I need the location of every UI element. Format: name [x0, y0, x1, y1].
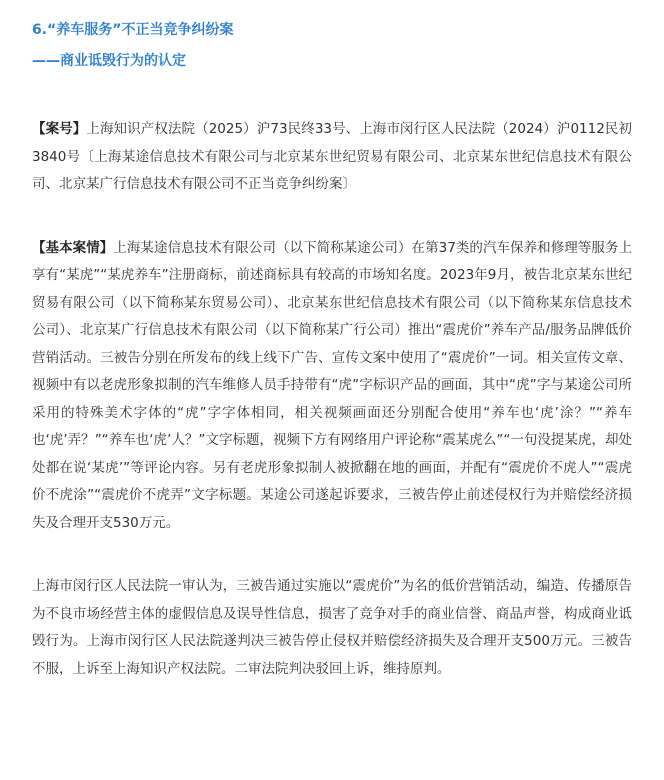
case-number-text: 上海知识产权法院（2025）沪73民终33号、上海市闵行区人民法院（2024）沪0112民初3840号〔上海某途信息技术有限公司与北京某东世纪贸易有限公司、北京某东世纪信息技术有限公司、北京某广行信息技术有限公司不正当竞争纠纷案〕	[32, 121, 632, 192]
case-heading: 6.“养车服务”不正当竞争纠纷案	[32, 22, 234, 38]
case-number-paragraph	[32, 116, 632, 199]
article	[32, 20, 632, 683]
case-number-label: 【案号】	[32, 121, 87, 137]
basic-facts-paragraph	[32, 235, 632, 538]
case-subheading: ——商业诋毁行为的认定	[32, 53, 186, 69]
ruling-paragraph: 上海市闵行区人民法院一审认为，三被告通过实施以“震虎价”为名的低价营销活动，编造、传播原告为不良市场经营主体的虚假信息及误导性信息，损害了竞争对手的商业信誉、商品声誉，构成商业诋毁行为。上海市闵行区人民法院遂判决三被告停止侵权并赔偿经济损失及合理开支500万元。三被告不服，上诉至上海知识产权法院。二审法院判决驳回上诉，维持原判。	[32, 578, 632, 677]
basic-facts-text: 上海某途信息技术有限公司（以下简称某途公司）在第37类的汽车保养和修理等服务上享有“某虎”“某虎养车”注册商标，前述商标具有较高的市场知名度。2023年9月，被告北京某东世纪贸易有限公司（以下简称某东贸易公司）、北京某东世纪信息技术有限公司（以下简称某东信息技术公司）、北京某广行信息技术有限公司（以下简称某广行公司）推出“震虎价”养车产品/服务品牌低价营销活动。三被告分别在所发布的线上线下广告、宣传文案中使用了“震虎价”一词。相关宣传文章、视频中有以老虎形象拟制的汽车维修人员手持带有“虎”字标识产品的画面，其中“虎”字与某途公司所采用的特殊美术字体的“虎”字字体相同，相关视频画面还分别配合使用“养车也‘虎’涂？”“养车也‘虎’弄？”“养车也‘虎’人？”文字标题，视频下方有网络用户评论称“震某虎么”“一句没提某虎，却处处都在说‘某虎’”等评论内容。另有老虎形象拟制人被掀翻在地的画面，并配有“震虎价不虎人”“震虎价不虎涂”“震虎价不虎弄”文字标题。某途公司遂起诉要求，三被告停止前述侵权行为并赔偿经济损失及合理开支530万元。	[32, 239, 632, 531]
basic-facts-label: 【基本案情】	[32, 239, 114, 256]
